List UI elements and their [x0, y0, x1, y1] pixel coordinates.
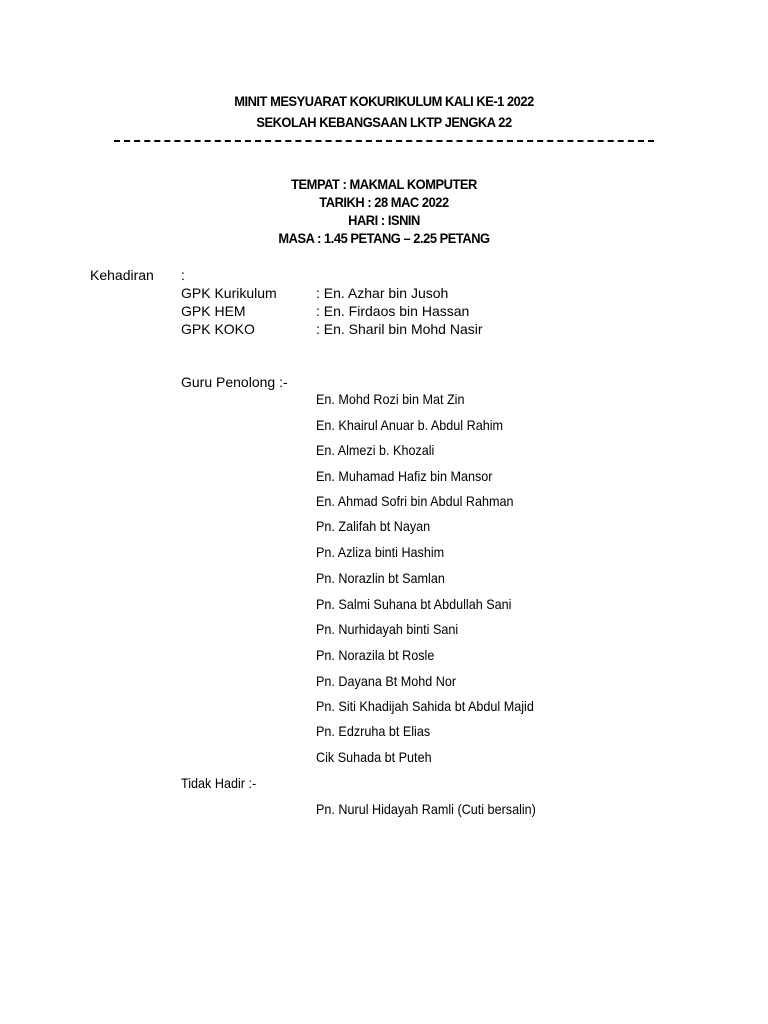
teacher-list-item: En. Ahmad Sofri bin Abdul Rahman [316, 493, 514, 509]
officer-name: : En. Azhar bin Jusoh [316, 285, 449, 301]
teacher-list-item: En. Mohd Rozi bin Mat Zin [316, 391, 465, 407]
officer-name: : En. Firdaos bin Hassan [316, 303, 470, 319]
meeting-date: TARIKH : 28 MAC 2022 [319, 194, 449, 210]
teacher-list-item: Pn. Norazila bt Rosle [316, 647, 435, 663]
teacher-list-item: Pn. Salmi Suhana bt Abdullah Sani [316, 596, 512, 612]
teacher-list-item: Pn. Nurhidayah binti Sani [316, 621, 459, 637]
teacher-list-item: En. Almezi b. Khozali [316, 442, 435, 458]
teacher-list-item: Cik Suhada bt Puteh [316, 749, 432, 765]
teacher-list-item: Pn. Edzruha bt Elias [316, 723, 431, 739]
teacher-list-item: Pn. Zalifah bt Nayan [316, 518, 431, 534]
document-title: MINIT MESYUARAT KOKURIKULUM KALI KE-1 2022 [234, 93, 534, 109]
attendance-label: Kehadiran [90, 267, 154, 283]
attendance-colon: : [181, 267, 185, 283]
absent-label: Tidak Hadir :- [181, 775, 257, 791]
absent-list-item: Pn. Nurul Hidayah Ramli (Cuti bersalin) [316, 801, 536, 817]
meeting-time: MASA : 1.45 PETANG – 2.25 PETANG [278, 230, 490, 246]
teacher-list-item: Pn. Dayana Bt Mohd Nor [316, 673, 457, 689]
meeting-day: HARI : ISNIN [348, 212, 420, 228]
officer-role: GPK KOKO [181, 321, 255, 337]
assistant-teachers-label: Guru Penolong :- [181, 374, 288, 390]
officer-name: : En. Sharil bin Mohd Nasir [316, 321, 483, 337]
teacher-list-item: Pn. Azliza binti Hashim [316, 544, 445, 560]
teacher-list-item: Pn. Siti Khadijah Sahida bt Abdul Majid [316, 698, 534, 714]
officer-role: GPK HEM [181, 303, 246, 319]
officer-role: GPK Kurikulum [181, 285, 277, 301]
dashed-divider [114, 140, 654, 142]
teacher-list-item: Pn. Norazlin bt Samlan [316, 570, 445, 586]
teacher-list-item: En. Muhamad Hafiz bin Mansor [316, 468, 493, 484]
meeting-venue: TEMPAT : MAKMAL KOMPUTER [291, 176, 477, 192]
school-name: SEKOLAH KEBANGSAAN LKTP JENGKA 22 [256, 114, 512, 130]
teacher-list-item: En. Khairul Anuar b. Abdul Rahim [316, 417, 504, 433]
